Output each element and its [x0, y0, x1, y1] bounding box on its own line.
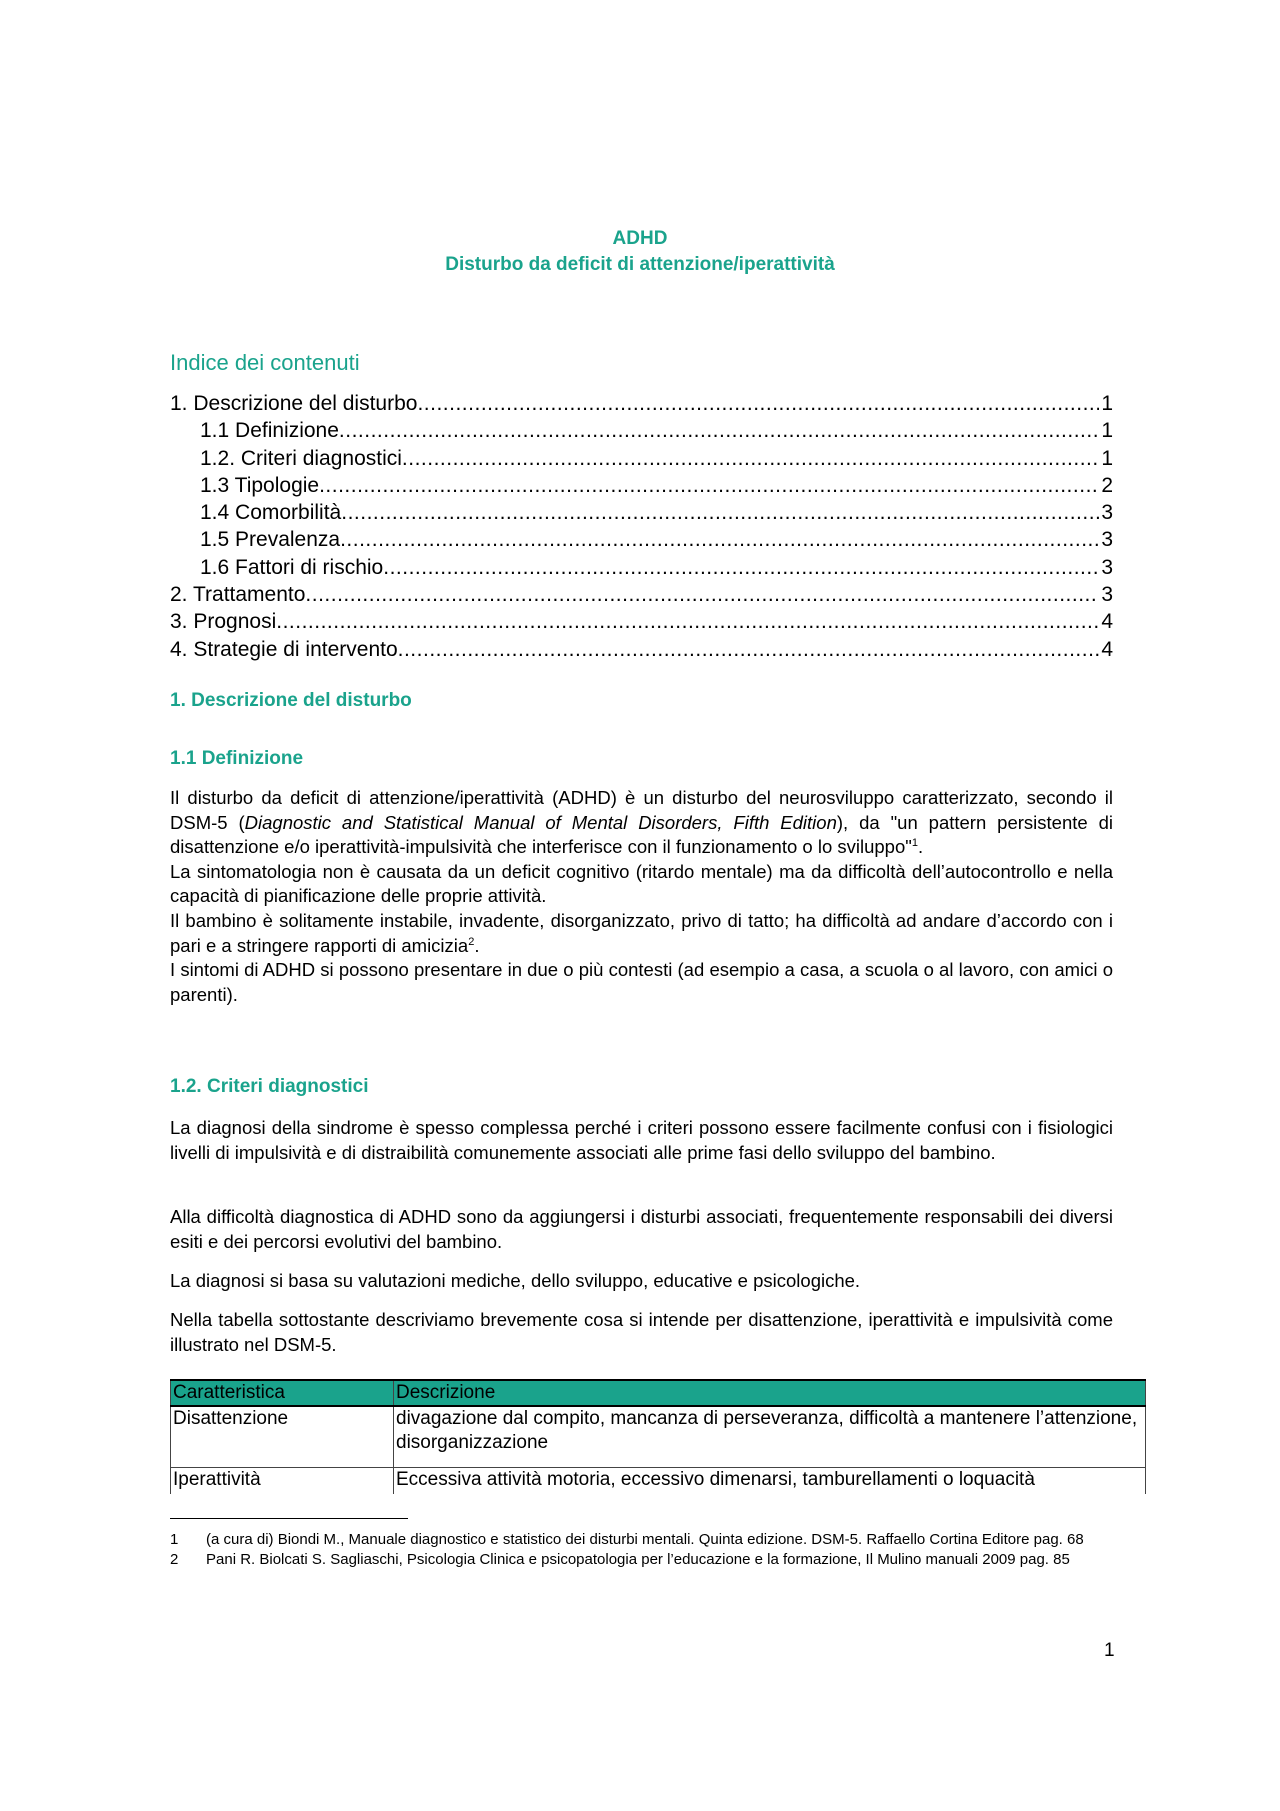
toc-entry[interactable]: 1.2. Criteri diagnostici ..... 1 — [170, 445, 1113, 472]
definizione-text — [170, 786, 1113, 1007]
toc-entry[interactable]: 3. Prognosi ..... 4 — [170, 608, 1113, 635]
toc-entry[interactable]: 2. Trattamento ..... 3 — [170, 581, 1113, 608]
paragraph: Il bambino è solitamente instabile, invadente, disorganizzato, privo di tatto; ha difficoltà ad andare d’accordo con i pari e a stringere rapporti di amicizia$^2$. — [170, 909, 1113, 956]
footnote: 1 (a cura di) Biondi M., Manuale diagnostico e statistico dei disturbi mentali. Quinta edizione. DSM-5. Raffaello Cortina Editore pag. 68 — [170, 1531, 1084, 1548]
table-row — [171, 1468, 1146, 1495]
criteri-paragraph-4: Nella tabella sottostante descriviamo brevemente cosa si intende per disattenzione, iperattività e impulsività come illustrato nel DSM-5. — [170, 1309, 1113, 1355]
toc-entry[interactable]: 1.6 Fattori di rischio ..... 3 — [170, 554, 1113, 581]
table-of-contents — [170, 390, 1113, 663]
table-header-cell: Caratteristica — [171, 1380, 394, 1406]
document-subtitle: Disturbo da deficit di attenzione/iperattività — [445, 254, 835, 275]
paragraph: I sintomi di ADHD si possono presentare in due o più contesti (ad esempio a casa, a scuola o al lavoro, con amici o parenti). — [170, 959, 1113, 1005]
section-heading-descrizione: 1. Descrizione del disturbo — [170, 690, 412, 711]
table-row — [171, 1406, 1146, 1468]
table-cell: Disattenzione — [171, 1406, 394, 1468]
page-number: 1 — [1104, 1640, 1115, 1661]
toc-entry[interactable]: 1.5 Prevalenza ..... 3 — [170, 526, 1113, 553]
criteri-paragraph-1: La diagnosi della sindrome è spesso complessa perché i criteri possono essere facilmente confusi con i fisiologici livelli di impulsività e di distraibilità comunemente associati alle prime fasi dello sviluppo del bambino. — [170, 1117, 1113, 1163]
criteri-paragraph-3: La diagnosi si basa su valutazioni mediche, dello sviluppo, educative e psicologiche. — [170, 1270, 861, 1291]
paragraph: Il disturbo da deficit di attenzione/iperattività (ADHD) è un disturbo del neurosviluppo caratterizzato, secondo il DSM-5 (Diagnostic and Statistical Manual of Mental Disorders, Fifth Edition), da "un pattern persistente di disattenzione e/o iperattività-impulsività che interferisce con il funzionamento o lo sviluppo"$^1$. — [170, 787, 1113, 858]
footnote: 2 Pani R. Biolcati S. Sagliaschi, Psicologia Clinica e psicopatologia per l’educazione e la formazione, Il Mulino manuali 2009 pag. 85 — [170, 1550, 1070, 1568]
toc-entry[interactable]: 4. Strategie di intervento ..... 4 — [170, 636, 1113, 663]
footnote-separator — [170, 1518, 408, 1519]
toc-entry[interactable]: 1. Descrizione del disturbo ..... 1 — [170, 390, 1113, 417]
criteri-paragraph-2: Alla difficoltà diagnostica di ADHD sono da aggiungersi i disturbi associati, frequentemente responsabili dei diversi esiti e dei percorsi evolutivi del bambino. — [170, 1206, 1113, 1252]
table-header-row — [171, 1380, 1146, 1406]
footnotes — [170, 1530, 1100, 1569]
toc-entry[interactable]: 1.3 Tipologie ..... 2 — [170, 472, 1113, 499]
document-title-block — [0, 226, 1280, 278]
paragraph: La sintomatologia non è causata da un deficit cognitivo (ritardo mentale) ma da difficoltà dell’autocontrollo e nella capacità di pianificazione delle proprie attività. — [170, 860, 1113, 907]
table-header-cell: Descrizione — [394, 1380, 1146, 1406]
toc-heading: Indice dei contenuti — [170, 350, 360, 375]
footnote-ref[interactable]: 2 — [468, 935, 475, 948]
toc-entry[interactable]: 1.4 Comorbilità ..... 3 — [170, 499, 1113, 526]
table-cell: divagazione dal compito, mancanza di perseveranza, difficoltà a mantenere l’attenzione, disorganizzazione — [394, 1406, 1146, 1468]
section-heading-definizione: 1.1 Definizione — [170, 748, 304, 769]
table-cell: Iperattività — [171, 1468, 394, 1495]
document-title: ADHD — [612, 228, 668, 249]
toc-entry[interactable]: 1.1 Definizione ..... 1 — [170, 417, 1113, 444]
table-cell: Eccessiva attività motoria, eccessivo dimenarsi, tamburellamenti o loquacità — [394, 1468, 1146, 1495]
footnote-ref[interactable]: 1 — [911, 837, 918, 850]
criteria-table — [170, 1379, 1146, 1494]
section-heading-criteri: 1.2. Criteri diagnostici — [170, 1076, 369, 1097]
